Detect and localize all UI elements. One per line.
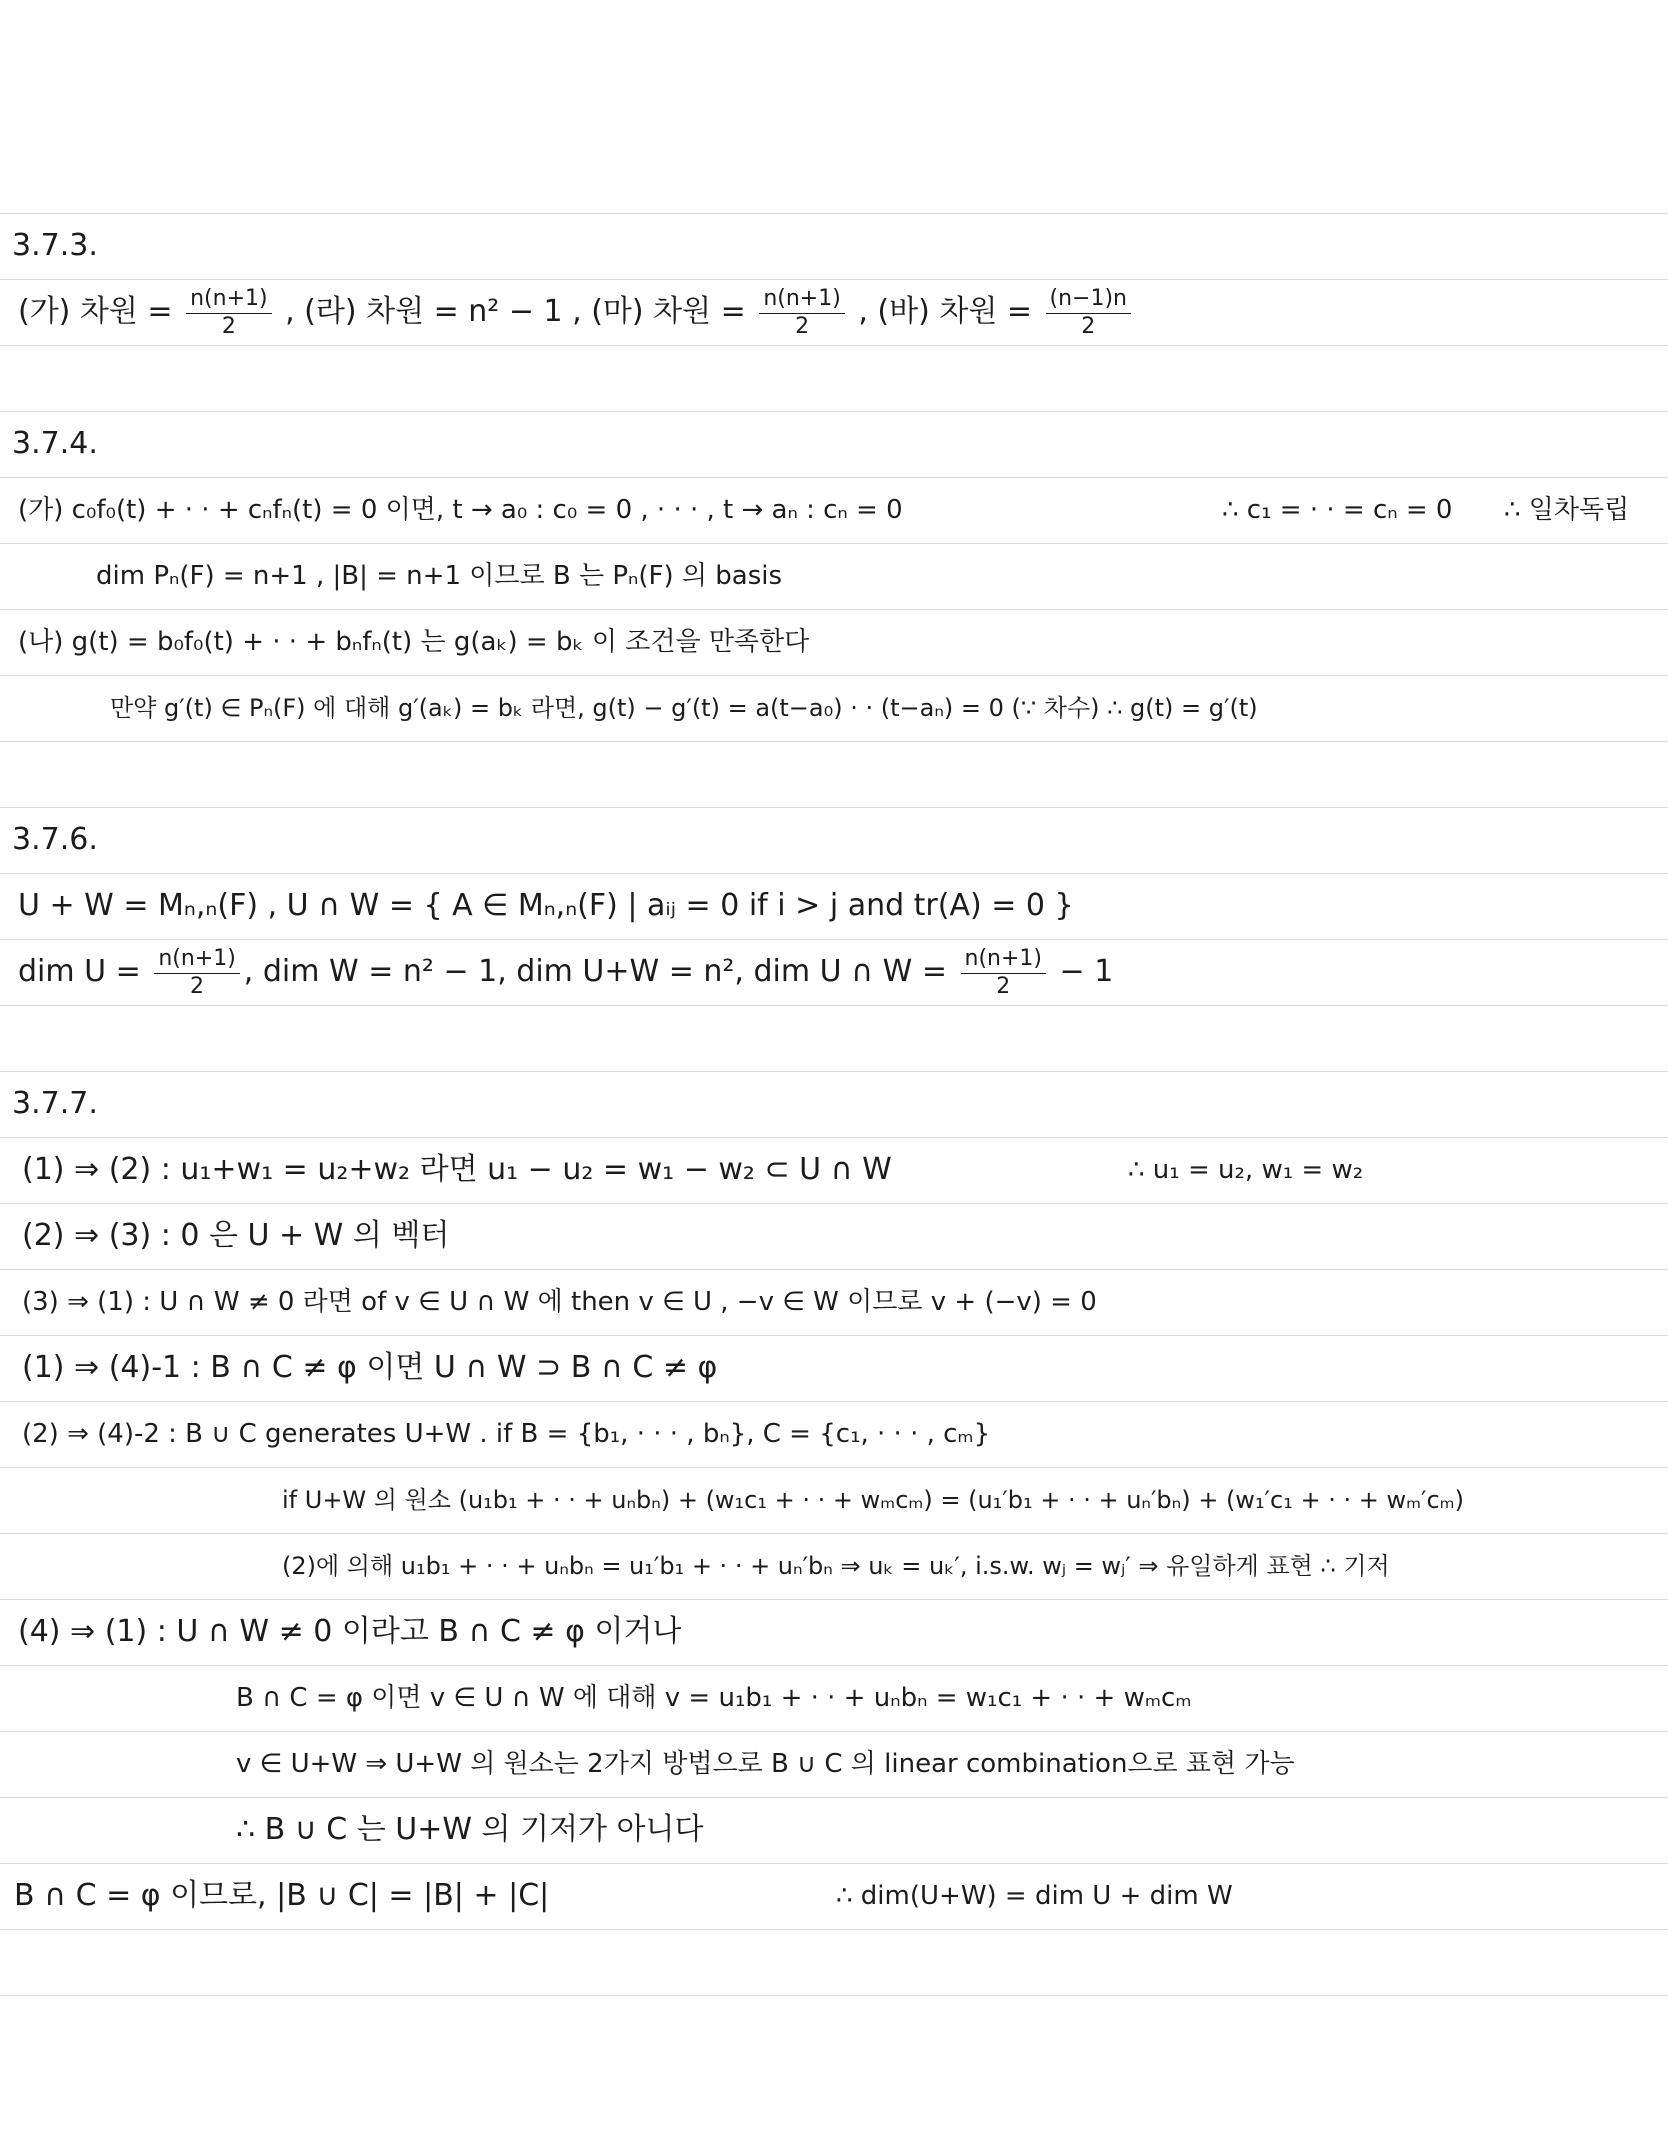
note-line xyxy=(0,1797,1668,1863)
fraction-numerator: n(n+1) xyxy=(961,947,1046,973)
ruled-line xyxy=(0,1005,1668,1006)
note-line xyxy=(0,1203,1668,1269)
fraction xyxy=(759,287,844,337)
ruled-line xyxy=(0,741,1668,742)
note-line xyxy=(0,609,1668,675)
note-line xyxy=(0,675,1668,741)
line-text: B ∩ C = φ 이므로, |B ∪ C| = |B| + |C| xyxy=(14,1878,550,1913)
fraction xyxy=(154,947,239,997)
heading-text: 3.7.7. xyxy=(12,1086,98,1121)
line-text: ∴ B ∪ C 는 U+W 의 기저가 아니다 xyxy=(236,1812,704,1847)
fraction xyxy=(961,947,1046,997)
text-run: − 1 xyxy=(1050,954,1114,989)
note-line xyxy=(0,543,1668,609)
fraction-numerator: n(n+1) xyxy=(154,947,239,973)
section-heading xyxy=(0,213,1668,279)
section-heading xyxy=(0,1071,1668,1137)
fraction xyxy=(1046,287,1131,337)
text-run: , (라) 차원 = n² − 1 , (마) 차원 = xyxy=(275,294,756,329)
note-line xyxy=(0,279,1668,345)
line-text: (1) ⇒ (4)-1 : B ∩ C ≠ φ 이면 U ∩ W ⊃ B ∩ C ≠ φ xyxy=(22,1350,718,1385)
line-text-aside: ∴ u₁ = u₂, w₁ = w₂ xyxy=(1128,1155,1364,1185)
text-run: dim U = xyxy=(18,954,151,989)
text-run: , dim W = n² − 1, dim U+W = n², dim U ∩ W = xyxy=(243,954,957,989)
line-text xyxy=(18,279,1135,345)
heading-text: 3.7.4. xyxy=(12,426,98,461)
note-line xyxy=(0,1335,1668,1401)
fraction-denominator: 2 xyxy=(1081,313,1096,339)
line-text: (4) ⇒ (1) : U ∩ W ≠ 0 이라고 B ∩ C ≠ φ 이거나 xyxy=(18,1614,682,1649)
note-line xyxy=(0,1533,1668,1599)
line-text: v ∈ U+W ⇒ U+W 의 원소는 2가지 방법으로 B ∪ C 의 linear combination으로 표현 가능 xyxy=(236,1749,1295,1779)
fraction-denominator: 2 xyxy=(795,313,810,339)
heading-text: 3.7.3. xyxy=(12,228,98,263)
ruled-line xyxy=(0,1995,1668,1996)
section-heading xyxy=(0,807,1668,873)
line-text xyxy=(18,939,1113,1005)
text-run: , (바) 차원 = xyxy=(848,294,1042,329)
fraction-numerator: n(n+1) xyxy=(759,287,844,313)
note-line xyxy=(0,1665,1668,1731)
line-text: (나) g(t) = b₀f₀(t) + · · + bₙfₙ(t) 는 g(aₖ) = bₖ 이 조건을 만족한다 xyxy=(18,627,810,657)
note-line xyxy=(0,1599,1668,1665)
line-text-aside: ∴ dim(U+W) = dim U + dim W xyxy=(836,1881,1233,1911)
note-line xyxy=(0,1467,1668,1533)
fraction-numerator: n(n+1) xyxy=(186,287,271,313)
note-line xyxy=(0,1863,1668,1929)
line-text: (2) ⇒ (4)-2 : B ∪ C generates U+W . if B = {b₁, · · · , bₙ}, C = {c₁, · · · , cₘ} xyxy=(22,1419,991,1449)
line-text: dim Pₙ(F) = n+1 , |B| = n+1 이므로 B 는 Pₙ(F) 의 basis xyxy=(96,561,783,591)
note-line xyxy=(0,939,1668,1005)
ruled-line xyxy=(0,1929,1668,1930)
fraction xyxy=(186,287,271,337)
note-line xyxy=(0,477,1668,543)
fraction-denominator: 2 xyxy=(996,973,1011,999)
note-line xyxy=(0,1137,1668,1203)
note-line xyxy=(0,1731,1668,1797)
fraction-denominator: 2 xyxy=(221,313,236,339)
line-text-aside: ∴ c₁ = · · = cₙ = 0 xyxy=(1222,495,1453,525)
line-text: U + W = Mₙ,ₙ(F) , U ∩ W = { A ∈ Mₙ,ₙ(F) | aᵢⱼ = 0 if i > j and tr(A) = 0 } xyxy=(18,888,1074,923)
line-text: (2) ⇒ (3) : 0 은 U + W 의 벡터 xyxy=(22,1218,450,1253)
note-line xyxy=(0,873,1668,939)
fraction-denominator: 2 xyxy=(190,973,205,999)
line-text-aside: ∴ 일차독립 xyxy=(1504,495,1630,525)
line-text: if U+W 의 원소 (u₁b₁ + · · + uₙbₙ) + (w₁c₁ + · · + wₘcₘ) = (u₁′b₁ + · · + uₙ′bₙ) + (w₁′c₁ + · · + wₘ′cₘ) xyxy=(282,1486,1464,1514)
ruled-line xyxy=(0,345,1668,346)
fraction-numerator: (n−1)n xyxy=(1046,287,1131,313)
note-line xyxy=(0,1269,1668,1335)
line-text: B ∩ C = φ 이면 v ∈ U ∩ W 에 대해 v = u₁b₁ + · · + uₙbₙ = w₁c₁ + · · + wₘcₘ xyxy=(236,1683,1192,1713)
heading-text: 3.7.6. xyxy=(12,822,98,857)
line-text: (1) ⇒ (2) : u₁+w₁ = u₂+w₂ 라면 u₁ − u₂ = w₁ − w₂ ⊂ U ∩ W xyxy=(22,1152,892,1187)
text-run: (가) 차원 = xyxy=(18,294,183,329)
line-text: (2)에 의해 u₁b₁ + · · + uₙbₙ = u₁′b₁ + · · + uₙ′bₙ ⇒ uₖ = uₖ′, i.s.w. wⱼ = wⱼ′ ⇒ 유일하게 표현 ∴ 기저 xyxy=(282,1552,1390,1580)
section-heading xyxy=(0,411,1668,477)
line-text: (가) c₀f₀(t) + · · + cₙfₙ(t) = 0 이면, t → a₀ : c₀ = 0 , · · · , t → aₙ : cₙ = 0 xyxy=(18,495,903,525)
line-text: (3) ⇒ (1) : U ∩ W ≠ 0 라면 of v ∈ U ∩ W 에 then v ∈ U , −v ∈ W 이므로 v + (−v) = 0 xyxy=(22,1287,1097,1317)
line-text: 만약 g′(t) ∈ Pₙ(F) 에 대해 g′(aₖ) = bₖ 라면, g(t) − g′(t) = a(t−a₀) · · (t−aₙ) = 0 (∵ 차수) ∴ g(t) = g′(t) xyxy=(110,694,1258,722)
note-line xyxy=(0,1401,1668,1467)
